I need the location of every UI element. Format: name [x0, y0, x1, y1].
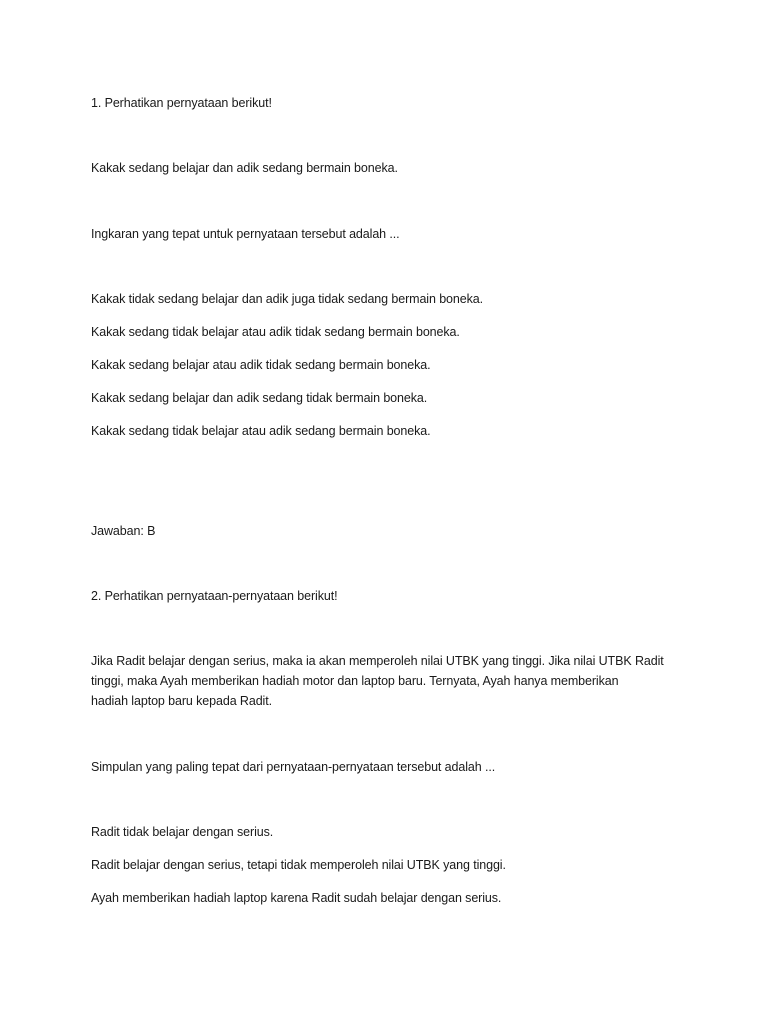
question-2-prompt: Simpulan yang paling tepat dari pernyataan-pernyataan tersebut adalah ... [91, 760, 496, 774]
question-1-option-b: Kakak sedang tidak belajar atau adik tidak sedang bermain boneka. [91, 325, 460, 339]
question-1-title: 1. Perhatikan pernyataan berikut! [91, 96, 272, 110]
question-2-statement-line-3: hadiah laptop baru kepada Radit. [91, 694, 272, 708]
question-1-answer: Jawaban: B [91, 524, 156, 538]
question-2-statement-line-2: tinggi, maka Ayah memberikan hadiah motor dan laptop baru. Ternyata, Ayah hanya memberikan [91, 674, 619, 688]
question-2-title: 2. Perhatikan pernyataan-pernyataan berikut! [91, 589, 338, 603]
question-1-option-c: Kakak sedang belajar atau adik tidak sedang bermain boneka. [91, 358, 431, 372]
question-2-option-a: Radit tidak belajar dengan serius. [91, 825, 274, 839]
question-1-option-d: Kakak sedang belajar dan adik sedang tidak bermain boneka. [91, 391, 428, 405]
question-1-option-a: Kakak tidak sedang belajar dan adik juga tidak sedang bermain boneka. [91, 292, 483, 306]
question-1-prompt: Ingkaran yang tepat untuk pernyataan tersebut adalah ... [91, 227, 400, 241]
question-2-option-c: Ayah memberikan hadiah laptop karena Radit sudah belajar dengan serius. [91, 891, 502, 905]
question-2-statement-line-1: Jika Radit belajar dengan serius, maka ia akan memperoleh nilai UTBK yang tinggi. Jika nilai UTBK Radit [91, 654, 664, 668]
question-2-option-b: Radit belajar dengan serius, tetapi tidak memperoleh nilai UTBK yang tinggi. [91, 858, 506, 872]
question-1-statement: Kakak sedang belajar dan adik sedang bermain boneka. [91, 161, 398, 175]
question-1-option-e: Kakak sedang tidak belajar atau adik sedang bermain boneka. [91, 424, 431, 438]
